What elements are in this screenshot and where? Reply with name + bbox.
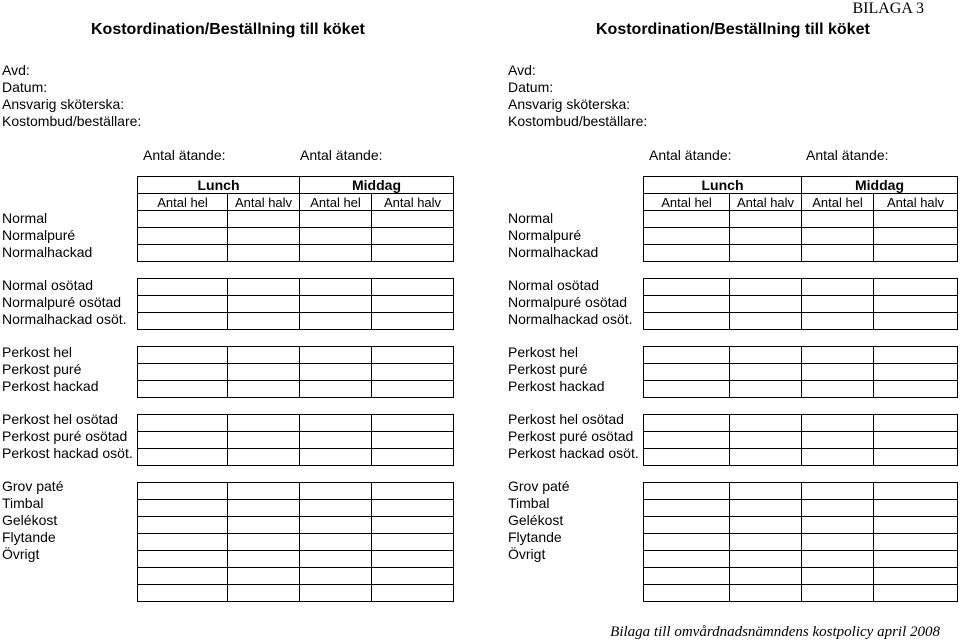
quantity-cell[interactable] xyxy=(138,568,228,585)
right-diet-labels xyxy=(508,210,639,563)
spacer-cell xyxy=(372,330,454,347)
lunch-group-header: Lunch xyxy=(644,177,802,194)
quantity-cell[interactable] xyxy=(874,585,958,602)
quantity-cell[interactable] xyxy=(802,534,874,551)
diet-label: Perkost puré xyxy=(508,361,588,377)
quantity-cell[interactable] xyxy=(138,245,228,262)
department-label: Avd: xyxy=(508,62,536,78)
quantity-cell[interactable] xyxy=(874,415,958,432)
quantity-cell[interactable] xyxy=(372,483,454,500)
quantity-cell[interactable] xyxy=(730,313,802,330)
quantity-cell[interactable] xyxy=(228,245,300,262)
quantity-cell[interactable] xyxy=(644,415,730,432)
quantity-cell[interactable] xyxy=(138,364,228,381)
date-label: Datum: xyxy=(2,79,48,95)
table-row xyxy=(644,432,958,449)
quantity-cell[interactable] xyxy=(372,364,454,381)
quantity-cell[interactable] xyxy=(138,500,228,517)
dinner-half-header: Antal halv xyxy=(874,194,958,211)
table-row xyxy=(644,381,958,398)
spacer-cell xyxy=(300,466,372,483)
dinner-group-header: Middag xyxy=(802,177,958,194)
quantity-cell[interactable] xyxy=(874,381,958,398)
quantity-cell[interactable] xyxy=(138,534,228,551)
spacer-cell xyxy=(730,398,802,415)
table-row xyxy=(644,449,958,466)
quantity-cell[interactable] xyxy=(644,364,730,381)
quantity-cell[interactable] xyxy=(228,279,300,296)
table-row xyxy=(644,211,958,228)
quantity-cell[interactable] xyxy=(730,415,802,432)
spacer-cell xyxy=(300,262,372,279)
dinner-whole-header: Antal hel xyxy=(300,194,372,211)
table-row xyxy=(644,228,958,245)
quantity-cell[interactable] xyxy=(874,432,958,449)
table-row xyxy=(138,364,454,381)
quantity-cell[interactable] xyxy=(138,415,228,432)
quantity-cell[interactable] xyxy=(874,483,958,500)
spacer-cell xyxy=(802,330,874,347)
quantity-cell[interactable] xyxy=(228,211,300,228)
spacer-cell xyxy=(644,330,730,347)
quantity-cell[interactable] xyxy=(802,296,874,313)
spacer-cell xyxy=(372,398,454,415)
quantity-cell[interactable] xyxy=(138,432,228,449)
quantity-cell[interactable] xyxy=(138,449,228,466)
table-row xyxy=(138,296,454,313)
table-row xyxy=(644,585,958,602)
quantity-cell[interactable] xyxy=(874,364,958,381)
quantity-cell[interactable] xyxy=(300,364,372,381)
quantity-cell[interactable] xyxy=(644,517,730,534)
quantity-cell[interactable] xyxy=(644,296,730,313)
spacer-cell xyxy=(300,398,372,415)
diet-label: Perkost puré xyxy=(2,361,82,377)
spacer-cell xyxy=(228,466,300,483)
spacer-cell xyxy=(802,466,874,483)
quantity-cell[interactable] xyxy=(874,449,958,466)
quantity-cell[interactable] xyxy=(372,517,454,534)
quantity-cell[interactable] xyxy=(802,483,874,500)
table-row xyxy=(138,551,454,568)
table-row xyxy=(644,313,958,330)
spacer-cell xyxy=(228,398,300,415)
quantity-cell[interactable] xyxy=(802,551,874,568)
diet-label: Gelékost xyxy=(508,512,564,528)
left-dinner-eaters-label: Antal ätande: xyxy=(300,147,383,163)
quantity-cell[interactable] xyxy=(228,551,300,568)
quantity-cell[interactable] xyxy=(138,211,228,228)
quantity-cell[interactable] xyxy=(300,534,372,551)
quantity-cell[interactable] xyxy=(730,211,802,228)
quantity-cell[interactable] xyxy=(644,551,730,568)
quantity-cell[interactable] xyxy=(372,296,454,313)
spacer-cell xyxy=(138,262,228,279)
quantity-cell[interactable] xyxy=(874,245,958,262)
diet-label: Grov paté xyxy=(2,478,64,494)
quantity-cell[interactable] xyxy=(874,347,958,364)
spacer-cell xyxy=(874,330,958,347)
quantity-cell[interactable] xyxy=(802,228,874,245)
quantity-cell[interactable] xyxy=(644,347,730,364)
quantity-cell[interactable] xyxy=(228,228,300,245)
quantity-cell[interactable] xyxy=(300,449,372,466)
diet-label: Timbal xyxy=(508,495,550,511)
table-row xyxy=(138,211,454,228)
table-row xyxy=(138,483,454,500)
right-dinner-eaters-label: Antal ätande: xyxy=(806,147,889,163)
quantity-cell[interactable] xyxy=(802,347,874,364)
quantity-cell[interactable] xyxy=(300,432,372,449)
table-row xyxy=(138,415,454,432)
quantity-cell[interactable] xyxy=(644,534,730,551)
diet-label: Grov paté xyxy=(508,478,570,494)
quantity-cell[interactable] xyxy=(802,517,874,534)
spacer-cell xyxy=(874,466,958,483)
quantity-cell[interactable] xyxy=(644,381,730,398)
quantity-cell[interactable] xyxy=(874,568,958,585)
quantity-cell[interactable] xyxy=(730,432,802,449)
table-row xyxy=(138,245,454,262)
dinner-group-header: Middag xyxy=(300,177,454,194)
quantity-cell[interactable] xyxy=(874,313,958,330)
quantity-cell[interactable] xyxy=(138,279,228,296)
quantity-cell[interactable] xyxy=(644,211,730,228)
diet-label: Normalhackad xyxy=(2,244,93,260)
table-row xyxy=(644,347,958,364)
spacer-cell xyxy=(138,466,228,483)
lunch-half-header: Antal halv xyxy=(228,194,300,211)
quantity-cell[interactable] xyxy=(300,296,372,313)
quantity-cell[interactable] xyxy=(802,432,874,449)
diet-label: Perkost puré osötad xyxy=(508,428,634,444)
spacer-cell xyxy=(730,262,802,279)
quantity-cell[interactable] xyxy=(300,585,372,602)
lunch-half-header: Antal halv xyxy=(730,194,802,211)
diet-label: Normalpuré osötad xyxy=(508,294,628,310)
diet-label: Perkost hel xyxy=(2,344,73,360)
quantity-cell[interactable] xyxy=(300,228,372,245)
quantity-cell[interactable] xyxy=(138,228,228,245)
quantity-cell[interactable] xyxy=(730,568,802,585)
quantity-cell[interactable] xyxy=(228,534,300,551)
quantity-cell[interactable] xyxy=(372,449,454,466)
quantity-cell[interactable] xyxy=(300,415,372,432)
table-row xyxy=(138,568,454,585)
quantity-cell[interactable] xyxy=(874,517,958,534)
quantity-cell[interactable] xyxy=(300,245,372,262)
diet-label: Perkost hackad osöt. xyxy=(2,445,133,461)
quantity-cell[interactable] xyxy=(730,585,802,602)
quantity-cell[interactable] xyxy=(802,568,874,585)
table-row xyxy=(644,364,958,381)
quantity-cell[interactable] xyxy=(138,585,228,602)
diet-label: Normal osötad xyxy=(508,277,600,293)
quantity-cell[interactable] xyxy=(228,313,300,330)
diet-label: Normalpuré xyxy=(2,227,76,243)
quantity-cell[interactable] xyxy=(730,517,802,534)
quantity-cell[interactable] xyxy=(300,551,372,568)
table-row xyxy=(644,483,958,500)
table-row xyxy=(644,534,958,551)
spacer-cell xyxy=(644,262,730,279)
spacer-cell xyxy=(372,466,454,483)
diet-label: Perkost hackad osöt. xyxy=(508,445,639,461)
right-form-title: Kostordination/Beställning till köket xyxy=(596,21,870,38)
quantity-cell[interactable] xyxy=(138,347,228,364)
diet-label: Normal osötad xyxy=(2,277,94,293)
quantity-cell[interactable] xyxy=(874,534,958,551)
diet-label: Normal xyxy=(2,210,48,226)
table-row xyxy=(138,347,454,364)
quantity-cell[interactable] xyxy=(372,381,454,398)
diet-label: Normalhackad osöt. xyxy=(2,311,127,327)
quantity-cell[interactable] xyxy=(802,585,874,602)
quantity-cell[interactable] xyxy=(372,279,454,296)
quantity-cell[interactable] xyxy=(228,500,300,517)
table-row xyxy=(644,568,958,585)
diet-label: Perkost hackad xyxy=(2,378,99,394)
diet-label: Normalhackad xyxy=(508,244,599,260)
lunch-whole-header: Antal hel xyxy=(138,194,228,211)
diet-label: Övrigt xyxy=(2,546,40,562)
quantity-cell[interactable] xyxy=(802,245,874,262)
quantity-cell[interactable] xyxy=(138,296,228,313)
quantity-cell[interactable] xyxy=(138,483,228,500)
right-order-grid xyxy=(643,176,958,602)
quantity-cell[interactable] xyxy=(300,568,372,585)
spacer-cell xyxy=(228,330,300,347)
quantity-cell[interactable] xyxy=(138,517,228,534)
spacer-cell xyxy=(802,262,874,279)
table-row xyxy=(138,228,454,245)
table-row xyxy=(644,415,958,432)
date-label: Datum: xyxy=(508,79,554,95)
spacer-cell xyxy=(300,330,372,347)
left-meta-block xyxy=(2,62,141,130)
quantity-cell[interactable] xyxy=(138,313,228,330)
quantity-cell[interactable] xyxy=(372,245,454,262)
spacer-cell xyxy=(644,398,730,415)
quantity-cell[interactable] xyxy=(300,279,372,296)
quantity-cell[interactable] xyxy=(228,432,300,449)
left-diet-labels xyxy=(2,210,133,563)
table-row xyxy=(138,500,454,517)
quantity-cell[interactable] xyxy=(300,483,372,500)
diet-label: Flytande xyxy=(508,529,562,545)
quantity-cell[interactable] xyxy=(730,483,802,500)
table-row xyxy=(138,534,454,551)
table-row xyxy=(138,313,454,330)
quantity-cell[interactable] xyxy=(730,381,802,398)
quantity-cell[interactable] xyxy=(228,568,300,585)
quantity-cell[interactable] xyxy=(730,228,802,245)
quantity-cell[interactable] xyxy=(874,228,958,245)
quantity-cell[interactable] xyxy=(802,381,874,398)
quantity-cell[interactable] xyxy=(372,568,454,585)
quantity-cell[interactable] xyxy=(372,500,454,517)
quantity-cell[interactable] xyxy=(372,211,454,228)
spacer-cell xyxy=(372,262,454,279)
quantity-cell[interactable] xyxy=(138,551,228,568)
quantity-cell[interactable] xyxy=(228,364,300,381)
table-row xyxy=(644,500,958,517)
quantity-cell[interactable] xyxy=(644,585,730,602)
quantity-cell[interactable] xyxy=(644,568,730,585)
left-form-title: Kostordination/Beställning till köket xyxy=(91,21,365,38)
quantity-cell[interactable] xyxy=(228,347,300,364)
table-row xyxy=(644,245,958,262)
quantity-cell[interactable] xyxy=(372,432,454,449)
table-row xyxy=(644,296,958,313)
table-row xyxy=(138,432,454,449)
quantity-cell[interactable] xyxy=(874,296,958,313)
spacer-cell xyxy=(644,466,730,483)
quantity-cell[interactable] xyxy=(228,449,300,466)
quantity-cell[interactable] xyxy=(300,347,372,364)
quantity-cell[interactable] xyxy=(802,279,874,296)
quantity-cell[interactable] xyxy=(730,364,802,381)
dinner-half-header: Antal halv xyxy=(372,194,454,211)
table-row xyxy=(138,279,454,296)
quantity-cell[interactable] xyxy=(228,517,300,534)
quantity-cell[interactable] xyxy=(874,500,958,517)
appendix-tag: BILAGA 3 xyxy=(852,0,924,17)
spacer-cell xyxy=(138,398,228,415)
diet-contact-label: Kostombud/beställare: xyxy=(2,113,142,129)
left-order-grid xyxy=(137,176,454,602)
table-row xyxy=(138,381,454,398)
lunch-group-header: Lunch xyxy=(138,177,300,194)
quantity-cell[interactable] xyxy=(372,551,454,568)
dinner-whole-header: Antal hel xyxy=(802,194,874,211)
quantity-cell[interactable] xyxy=(228,381,300,398)
diet-label: Normalpuré osötad xyxy=(2,294,122,310)
quantity-cell[interactable] xyxy=(730,245,802,262)
diet-label: Normalhackad osöt. xyxy=(508,311,633,327)
quantity-cell[interactable] xyxy=(874,279,958,296)
quantity-cell[interactable] xyxy=(300,517,372,534)
spacer-cell xyxy=(730,466,802,483)
quantity-cell[interactable] xyxy=(730,347,802,364)
quantity-cell[interactable] xyxy=(372,534,454,551)
quantity-cell[interactable] xyxy=(644,500,730,517)
quantity-cell[interactable] xyxy=(372,585,454,602)
table-row xyxy=(138,585,454,602)
quantity-cell[interactable] xyxy=(372,228,454,245)
quantity-cell[interactable] xyxy=(372,313,454,330)
diet-label: Normal xyxy=(508,210,554,226)
diet-label: Övrigt xyxy=(508,546,546,562)
table-row xyxy=(644,551,958,568)
quantity-cell[interactable] xyxy=(730,551,802,568)
spacer-cell xyxy=(138,330,228,347)
table-row xyxy=(644,279,958,296)
quantity-cell[interactable] xyxy=(802,364,874,381)
table-row xyxy=(138,517,454,534)
quantity-cell[interactable] xyxy=(644,313,730,330)
diet-label: Normalpuré xyxy=(508,227,582,243)
diet-label: Perkost hackad xyxy=(508,378,605,394)
spacer-cell xyxy=(874,262,958,279)
quantity-cell[interactable] xyxy=(730,449,802,466)
quantity-cell[interactable] xyxy=(228,585,300,602)
quantity-cell[interactable] xyxy=(730,279,802,296)
quantity-cell[interactable] xyxy=(644,432,730,449)
quantity-cell[interactable] xyxy=(228,415,300,432)
quantity-cell[interactable] xyxy=(730,534,802,551)
quantity-cell[interactable] xyxy=(228,483,300,500)
quantity-cell[interactable] xyxy=(300,381,372,398)
quantity-cell[interactable] xyxy=(300,211,372,228)
quantity-cell[interactable] xyxy=(730,500,802,517)
diet-label: Perkost hel osötad xyxy=(508,411,624,427)
quantity-cell[interactable] xyxy=(644,279,730,296)
spacer-cell xyxy=(228,262,300,279)
right-meta-block xyxy=(508,62,647,130)
lunch-whole-header: Antal hel xyxy=(644,194,730,211)
table-row xyxy=(644,517,958,534)
quantity-cell[interactable] xyxy=(372,415,454,432)
quantity-cell[interactable] xyxy=(644,228,730,245)
quantity-cell[interactable] xyxy=(730,296,802,313)
left-lunch-eaters-label: Antal ätande: xyxy=(143,147,226,163)
quantity-cell[interactable] xyxy=(802,211,874,228)
diet-label: Gelékost xyxy=(2,512,58,528)
diet-contact-label: Kostombud/beställare: xyxy=(508,113,648,129)
quantity-cell[interactable] xyxy=(644,449,730,466)
quantity-cell[interactable] xyxy=(802,500,874,517)
quantity-cell[interactable] xyxy=(874,211,958,228)
footer-note: Bilaga till omvårdnadsnämndens kostpolicy april 2008 xyxy=(610,624,940,640)
diet-label: Timbal xyxy=(2,495,44,511)
quantity-cell[interactable] xyxy=(802,415,874,432)
quantity-cell[interactable] xyxy=(300,313,372,330)
diet-label: Perkost hel xyxy=(508,344,579,360)
quantity-cell[interactable] xyxy=(644,245,730,262)
quantity-cell[interactable] xyxy=(372,347,454,364)
right-lunch-eaters-label: Antal ätande: xyxy=(649,147,732,163)
quantity-cell[interactable] xyxy=(802,313,874,330)
quantity-cell[interactable] xyxy=(802,449,874,466)
diet-label: Flytande xyxy=(2,529,56,545)
spacer-cell xyxy=(802,398,874,415)
department-label: Avd: xyxy=(2,62,30,78)
table-row xyxy=(138,449,454,466)
diet-label: Perkost hel osötad xyxy=(2,411,118,427)
quantity-cell[interactable] xyxy=(874,551,958,568)
responsible-nurse-label: Ansvarig sköterska: xyxy=(508,96,631,112)
quantity-cell[interactable] xyxy=(228,296,300,313)
spacer-cell xyxy=(874,398,958,415)
quantity-cell[interactable] xyxy=(644,483,730,500)
quantity-cell[interactable] xyxy=(138,381,228,398)
spacer-cell xyxy=(730,330,802,347)
quantity-cell[interactable] xyxy=(300,500,372,517)
diet-label: Perkost puré osötad xyxy=(2,428,128,444)
responsible-nurse-label: Ansvarig sköterska: xyxy=(2,96,125,112)
